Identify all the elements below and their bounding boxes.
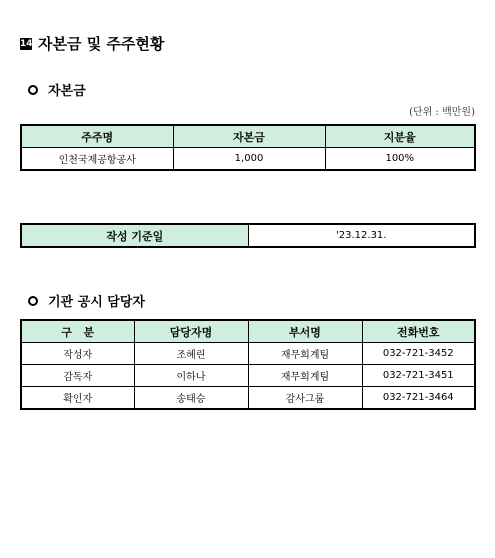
contact-table	[20, 319, 476, 410]
phone-cell: 032-721-3464	[362, 387, 475, 410]
person-cell: 이하나	[134, 365, 248, 387]
col-header-person: 담당자명	[134, 320, 248, 343]
person-cell: 조혜린	[134, 343, 248, 365]
contact-heading-text: 기관 공시 담당자	[48, 295, 145, 310]
capital-table	[20, 124, 476, 171]
contact-header-row	[21, 320, 475, 343]
shareholder-cell: 인천국제공항공사	[21, 148, 173, 171]
table-row	[21, 343, 475, 365]
base-date-label: 작성 기준일	[21, 224, 248, 247]
capital-header-row	[21, 125, 475, 148]
base-date-table	[20, 223, 476, 248]
section-number-badge: 14	[20, 38, 33, 49]
base-date-row	[21, 224, 475, 247]
department-cell: 재무회계팀	[248, 343, 362, 365]
phone-cell: 032-721-3451	[362, 365, 475, 387]
phone-cell: 032-721-3452	[362, 343, 475, 365]
table-row	[21, 148, 475, 171]
col-header-category: 구 분	[21, 320, 134, 343]
col-header-capital: 자본금	[173, 125, 325, 148]
table-row	[21, 365, 475, 387]
capital-heading-text: 자본금	[48, 84, 86, 99]
person-cell: 송태승	[134, 387, 248, 410]
department-cell: 재무회계팀	[248, 365, 362, 387]
base-date-value: '23.12.31.	[248, 224, 475, 247]
circle-bullet-icon	[28, 85, 38, 95]
category-cell: 감독자	[21, 365, 134, 387]
category-cell: 작성자	[21, 343, 134, 365]
col-header-phone: 전화번호	[362, 320, 475, 343]
capital-cell: 1,000	[173, 148, 325, 171]
col-header-share-ratio: 지분율	[325, 125, 475, 148]
col-header-shareholder: 주주명	[21, 125, 173, 148]
table-row	[21, 387, 475, 410]
category-cell: 확인자	[21, 387, 134, 410]
capital-heading	[28, 80, 86, 99]
unit-label: (단위 : 백만원)	[409, 107, 475, 118]
section-title-text: 자본금 및 주주현황	[38, 35, 165, 53]
contact-heading	[28, 291, 145, 310]
share-ratio-cell: 100%	[325, 148, 475, 171]
circle-bullet-icon	[28, 296, 38, 306]
department-cell: 감사그룹	[248, 387, 362, 410]
section-title	[20, 33, 164, 54]
col-header-department: 부서명	[248, 320, 362, 343]
